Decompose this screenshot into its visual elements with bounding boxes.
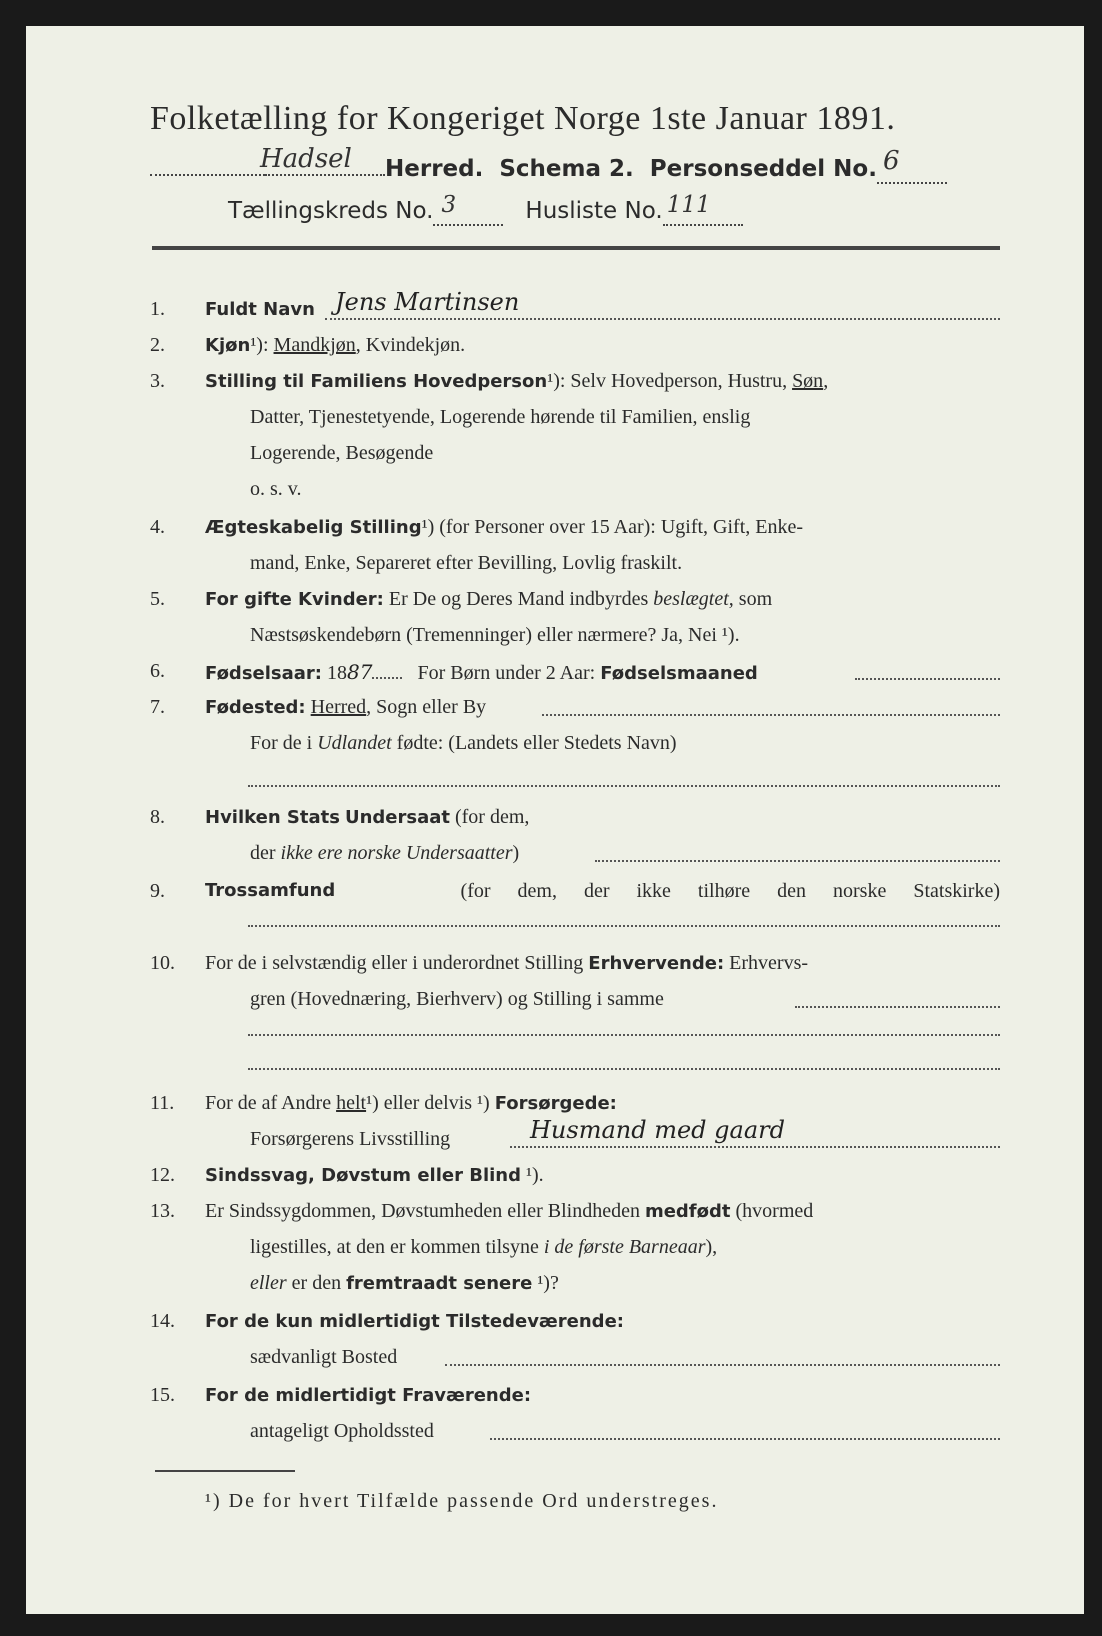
footnote-rule bbox=[155, 1470, 295, 1472]
schema-label: Schema 2. bbox=[499, 156, 634, 182]
header-line-herred bbox=[150, 144, 947, 184]
kreds-label: Tællingskreds No. bbox=[228, 198, 434, 224]
form-title: Folketælling for Kongeriget Norge 1ste Januar 1891. bbox=[150, 100, 896, 137]
family-position-selected: Søn bbox=[792, 370, 824, 392]
birthplace-selected: Herred bbox=[310, 696, 367, 718]
herred-label: Herred. bbox=[385, 156, 484, 182]
header-rule bbox=[152, 246, 1000, 250]
personseddel-label: Personseddel No. bbox=[649, 156, 877, 182]
footnote: ¹) De for hvert Tilfælde passende Ord understreges. bbox=[205, 1490, 719, 1512]
husliste-label: Husliste No. bbox=[525, 198, 663, 224]
personseddel-value: 6 bbox=[882, 146, 900, 176]
gender-selected: Mandkjøn bbox=[273, 334, 356, 356]
header-line-kreds bbox=[228, 192, 743, 226]
full-name-value: Jens Martinsen bbox=[335, 288, 520, 316]
provider-occupation-value: Husmand med gaard bbox=[530, 1116, 785, 1144]
birth-year-value: 87 bbox=[347, 660, 373, 684]
husliste-value: 111 bbox=[666, 192, 711, 218]
herred-value: Hadsel bbox=[260, 144, 352, 174]
kreds-value: 3 bbox=[441, 192, 457, 218]
